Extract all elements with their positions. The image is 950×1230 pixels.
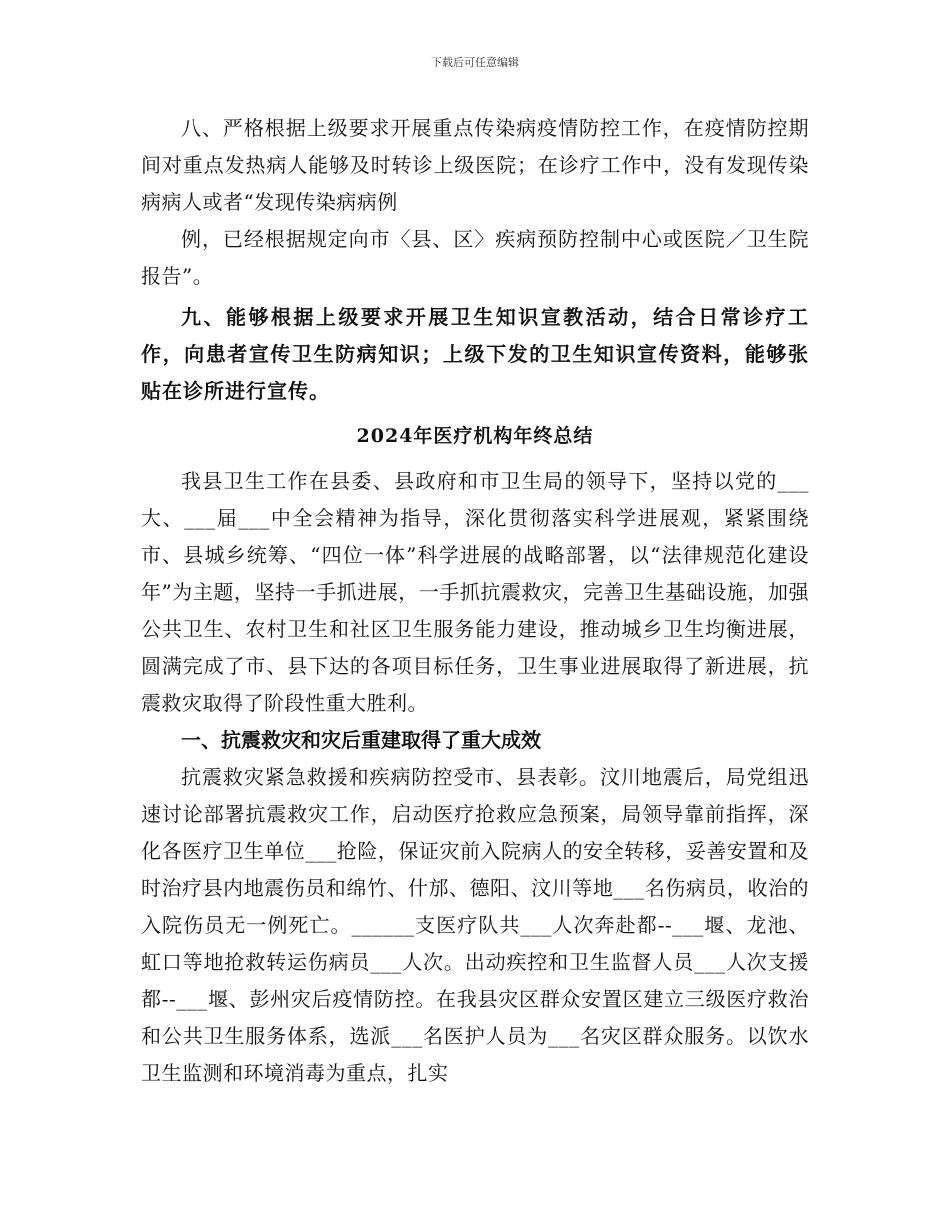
paragraph-item-8-continued: 例，已经根据规定向市〈县、区〉疾病预防控制中心或医院／卫生院报告”。 <box>141 227 809 288</box>
page-header: 下载后可任意编辑 <box>431 56 519 69</box>
document-body <box>141 110 809 1092</box>
paragraph-item-8: 八、严格根据上级要求开展重点传染病疫情防控工作，在疫情防控期间对重点发热病人能够及时转诊上级医院；在诊疗工作中，没有发现传染病病人或者“发现传染病病例 <box>141 116 809 214</box>
paragraph-item-9: 九、能够根据上级要求开展卫生知识宣教活动，结合日常诊疗工作，向患者宣传卫生防病知识；上级下发的卫生知识宣传资料，能够张贴在诊所进行宣传。 <box>141 305 809 403</box>
document-title: 2024年医疗机构年终总结 <box>356 425 594 447</box>
paragraph-section-1-body: 抗震救灾紧急救援和疾病防控受市、县表彰。汶川地震后，局党组迅速讨论部署抗震救灾工作，启动医疗抢救应急预案，局领导靠前指挥，深化各医疗卫生单位___抢险，保证灾前入院病人的安全转移，妥善安置和及时治疗县内地震伤员和绵竹、什邡、德阳、汶川等地___名伤病员，收治的入院伤员无一例死亡。______支医疗队共___人次奔赴都--___堰、龙池、虹口等地抢救转运伤病员___人次。出动疾控和卫生监督人员___人次支援都--___堰、彭州灾后疫情防控。在我县灾区群众安置区建立三级医疗救治和公共卫生服务体系，选派___名医护人员为___名灾区群众服务。以饮水卫生监测和环境消毒为重点，扎实 <box>141 765 809 1085</box>
section-heading-1: 一、抗震救灾和灾后重建取得了重大成效 <box>181 728 541 752</box>
paragraph-intro: 我县卫生工作在县委、县政府和市卫生局的领导下，坚持以党的___大、___届___中全会精神为指导，深化贯彻落实科学进展观，紧紧围绕市、县城乡统筹、“四位一体”科学进展的战略部署，以“法律规范化建设年”为主题，坚持一手抓进展，一手抓抗震救灾，完善卫生基础设施，加强公共卫生、农村卫生和社区卫生服务能力建设，推动城乡卫生均衡进展，圆满完成了市、县下达的各项目标任务，卫生事业进展取得了新进展，抗震救灾取得了阶段性重大胜利。 <box>141 469 809 715</box>
